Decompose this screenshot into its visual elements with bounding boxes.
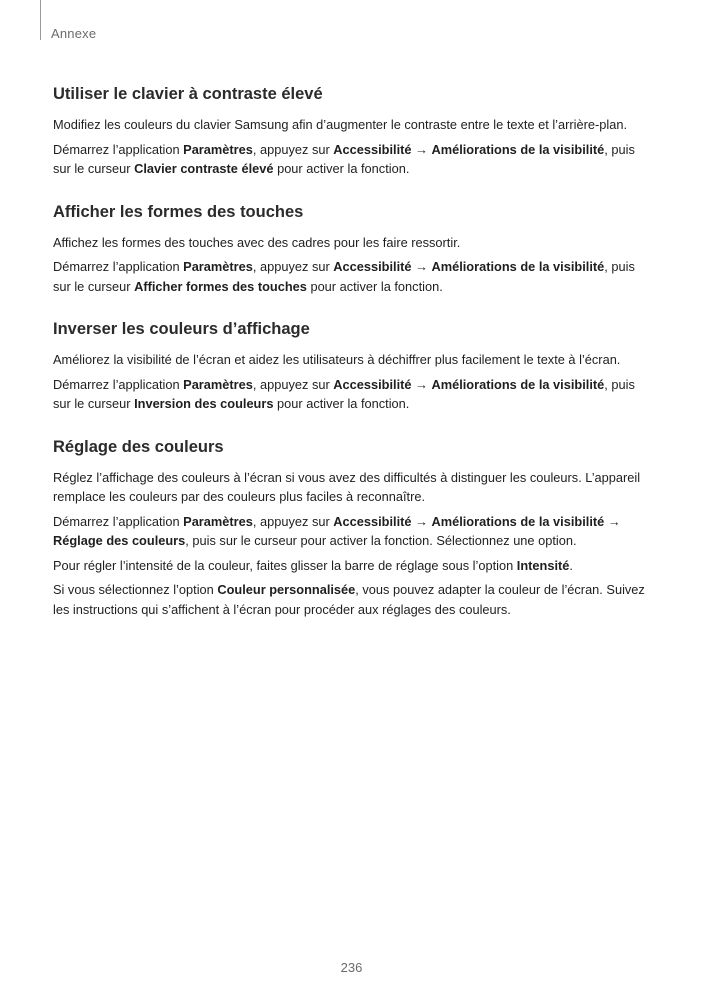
section-title: Réglage des couleurs: [53, 437, 224, 456]
bold-term: Paramètres: [183, 259, 253, 274]
bold-term: Intensité: [516, 557, 570, 573]
bold-term: Améliorations de la visibilité: [431, 376, 605, 392]
paragraph: Démarrez l’application Paramètres, appuyez sur Accessibilité → Améliorations de la visibilité, puis sur le curseur Inversion des couleurs pour activer la fonction.: [53, 376, 635, 411]
page-number: 236: [340, 960, 363, 975]
paragraph: Démarrez l’application Paramètres, appuyez sur Accessibilité → Améliorations de la visibilité, puis sur le curseur Afficher formes des touches pour activer la fonction.: [53, 259, 635, 294]
bold-term: Paramètres: [183, 376, 253, 392]
paragraph: Pour régler l’intensité de la couleur, faites glisser la barre de réglage sous l’option Intensité.: [53, 557, 573, 573]
bold-term: Accessibilité: [333, 513, 412, 529]
section: [53, 318, 649, 414]
bold-term: Paramètres: [183, 141, 253, 157]
section-title: Utiliser le clavier à contraste élevé: [53, 85, 323, 103]
bold-term: Accessibilité: [333, 141, 412, 157]
bold-term: Accessibilité: [333, 259, 412, 274]
paragraph: Démarrez l’application Paramètres, appuyez sur Accessibilité → Améliorations de la visibilité, puis sur le curseur Clavier contraste élevé pour activer la fonction.: [53, 141, 635, 176]
bold-term: Améliorations de la visibilité: [431, 259, 605, 274]
section: [53, 83, 649, 179]
header-rule: [40, 0, 41, 40]
bold-term: Clavier contraste élevé: [134, 161, 274, 176]
bold-term: Améliorations de la visibilité: [431, 513, 605, 529]
bold-term: Afficher formes des touches: [134, 278, 307, 294]
bold-term: Paramètres: [183, 513, 253, 529]
section-title: Afficher les formes des touches: [53, 202, 304, 221]
bold-term: Améliorations de la visibilité: [431, 141, 605, 157]
paragraph: Améliorez la visibilité de l’écran et aidez les utilisateurs à déchiffrer plus facilement le texte à l’écran.: [53, 352, 621, 367]
section-title: Inverser les couleurs d’affichage: [53, 320, 310, 338]
bold-term: Couleur personnalisée: [217, 582, 356, 597]
paragraph: Réglez l’affichage des couleurs à l’écran si vous avez des difficultés à distinguer les couleurs. L’appareil remplace les couleurs par des couleurs plus faciles à reconnaître.: [53, 469, 641, 504]
page-content: [53, 83, 649, 641]
section: [53, 201, 649, 297]
running-header: Annexe: [51, 26, 97, 41]
bold-term: Accessibilité: [333, 376, 412, 392]
paragraph: Modifiez les couleurs du clavier Samsung afin d’augmenter le contraste entre le texte et l’arrière-plan.: [53, 117, 628, 132]
paragraph: Si vous sélectionnez l’option Couleur personnalisée, vous pouvez adapter la couleur de l’écran. Suivez les instructions qui s’affichent à l’écran pour procéder aux réglages des couleurs.: [53, 582, 645, 617]
bold-term: Réglage des couleurs: [53, 533, 186, 548]
paragraph: Affichez les formes des touches avec des cadres pour les faire ressortir.: [53, 234, 461, 250]
paragraph: Démarrez l’application Paramètres, appuyez sur Accessibilité → Améliorations de la visibilité → Réglage des couleurs, puis sur le curseur pour activer la fonction. Sélectionnez une option.: [53, 513, 621, 548]
section: [53, 436, 649, 620]
bold-term: Inversion des couleurs: [134, 396, 274, 411]
